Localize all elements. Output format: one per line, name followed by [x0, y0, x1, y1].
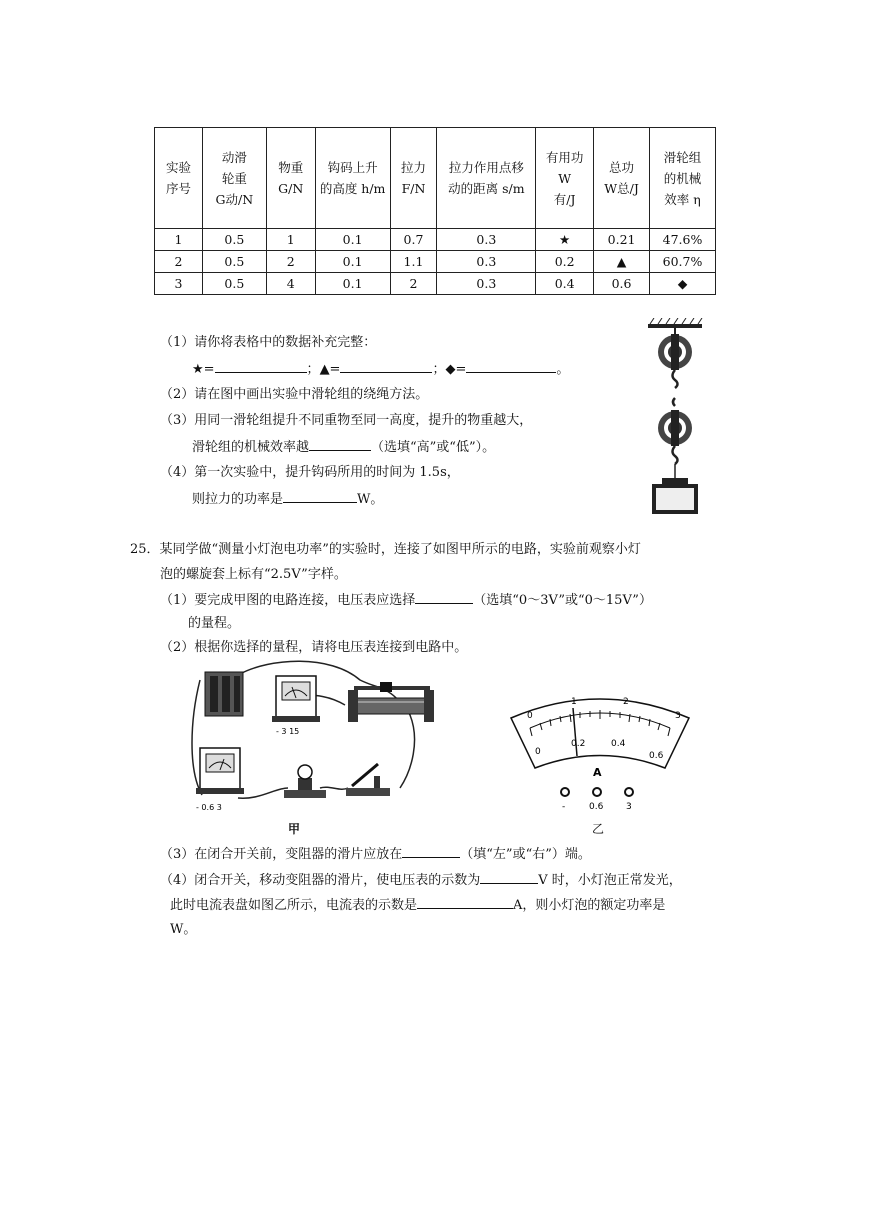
ceiling-icon — [648, 318, 702, 334]
ammeter-dial-figure-yi — [505, 688, 695, 813]
table-cell: 0.3 — [437, 273, 536, 295]
triangle-label: ▲= — [319, 362, 341, 377]
rheostat-icon — [348, 682, 434, 722]
terminal-icons — [561, 788, 633, 796]
q25-part1-text: （1）要完成甲图的电路连接，电压表应选择 — [160, 593, 416, 608]
table-row — [155, 229, 716, 251]
upper-scale-label: 3 — [675, 711, 681, 721]
table-cell: 4 — [266, 273, 315, 295]
q25-part4-text2: V 时，小灯泡正常发光， — [538, 873, 682, 888]
header-cell: 实验 序号 — [155, 128, 203, 229]
dial-unit: A — [593, 766, 602, 779]
q24-part2: （2）请在图中画出实验中滑轮组的绕绳方法。 — [160, 387, 429, 402]
table-row — [155, 251, 716, 273]
q25-intro-line2: 泡的螺旋套上标有“2.5V”字样。 — [160, 567, 347, 582]
table-cell: 0.2 — [536, 251, 594, 273]
q25-part4-line1 — [160, 870, 682, 891]
table-cell: ★ — [536, 229, 594, 251]
table-cell: 47.6% — [650, 229, 716, 251]
table-cell: 0.5 — [202, 273, 266, 295]
star-answer-blank[interactable] — [215, 359, 307, 373]
power-answer-blank[interactable] — [283, 489, 357, 503]
q25-part1-line2: 的量程。 — [188, 616, 241, 631]
header-cell: 物重 G/N — [266, 128, 315, 229]
header-cell: 总功 W总/J — [594, 128, 650, 229]
q25-part4-line3: W。 — [170, 922, 197, 937]
table-cell: 0.6 — [594, 273, 650, 295]
table-cell: 0.4 — [536, 273, 594, 295]
header-cell: 有用功 W 有/J — [536, 128, 594, 229]
table-cell: 0.1 — [315, 251, 390, 273]
terminal-label: - — [562, 802, 566, 812]
ammeter-icon — [196, 748, 244, 794]
upper-scale-label: 2 — [623, 697, 629, 707]
terminal-label: 3 — [626, 802, 632, 812]
q25-part3 — [160, 844, 591, 865]
table-cell: 0.21 — [594, 229, 650, 251]
voltmeter-terminals: - 3 15 — [276, 727, 300, 736]
pulley-system-figure — [640, 318, 710, 518]
experiment-table — [154, 127, 716, 295]
separator: ； — [432, 362, 446, 377]
table-row — [155, 273, 716, 295]
lower-scale-label: 0.4 — [611, 739, 626, 749]
table-cell: 2 — [390, 273, 437, 295]
table-cell: 1 — [155, 229, 203, 251]
battery-icon — [205, 672, 243, 716]
table-cell: 1 — [266, 229, 315, 251]
figure-label-jia: 甲 — [288, 822, 301, 836]
current-value-blank[interactable] — [417, 895, 513, 909]
q25-part1-line1 — [160, 590, 652, 611]
table-cell: 2 — [155, 251, 203, 273]
movable-pulley-icon — [658, 398, 692, 478]
weight-icon — [652, 478, 698, 514]
q25-part3-hint: （填“左”或“右”）端。 — [460, 847, 591, 862]
q25-intro-line1: 25．某同学做“测量小灯泡电功率”的实验时，连接了如图甲所示的电路，实验前观察小灯 — [130, 542, 641, 557]
terminal-label: 0.6 — [589, 802, 604, 812]
fixed-pulley-icon — [658, 334, 692, 388]
q24-part1: （1）请你将表格中的数据补充完整： — [160, 335, 377, 350]
table-cell: 0.1 — [315, 273, 390, 295]
header-cell: 动滑 轮重 G动/N — [202, 128, 266, 229]
table-cell: 0.3 — [437, 229, 536, 251]
table-cell: 2 — [266, 251, 315, 273]
period: 。 — [556, 362, 570, 377]
q24-part3-line2 — [192, 437, 495, 458]
table-cell: ▲ — [594, 251, 650, 273]
triangle-answer-blank[interactable] — [340, 359, 432, 373]
q24-part4-line1: （4）第一次实验中，提升钩码所用的时间为 1.5s， — [160, 465, 460, 480]
q24-part3-text: 滑轮组的机械效率越 — [192, 440, 310, 455]
q24-part4-unit: W。 — [357, 492, 384, 507]
header-cell: 滑轮组 的机械 效率 η — [650, 128, 716, 229]
q25-part4-text4: A，则小灯泡的额定功率是 — [513, 898, 666, 913]
table-cell: 0.3 — [437, 251, 536, 273]
table-cell: 3 — [155, 273, 203, 295]
q25-part1-hint: （选填“0～3V”或“0～15V”） — [473, 593, 652, 608]
header-cell: 钩码上升 的高度 h/m — [315, 128, 390, 229]
table-cell: 0.1 — [315, 229, 390, 251]
header-cell: 拉力 F/N — [390, 128, 437, 229]
table-cell: 1.1 — [390, 251, 437, 273]
header-cell: 拉力作用点移 动的距离 s/m — [437, 128, 536, 229]
q25-part4-text3: 此时电流表盘如图乙所示，电流表的示数是 — [170, 898, 418, 913]
lower-scale-label: 0 — [535, 747, 541, 757]
switch-icon — [346, 764, 390, 796]
lower-scale-label: 0.2 — [571, 739, 586, 749]
table-cell: 60.7% — [650, 251, 716, 273]
circuit-figure-jia — [180, 660, 450, 835]
table-cell: 0.5 — [202, 251, 266, 273]
q25-part2: （2）根据你选择的量程，请将电压表连接到电路中。 — [160, 640, 468, 655]
diamond-answer-blank[interactable] — [466, 359, 556, 373]
q25-part4-line2 — [170, 895, 665, 916]
table-cell: 0.5 — [202, 229, 266, 251]
lamp-icon — [284, 765, 326, 798]
q24-part4-text: 则拉力的功率是 — [192, 492, 284, 507]
voltmeter-range-blank[interactable] — [415, 590, 473, 604]
q24-part3-hint: （选填“高”或“低”）。 — [371, 440, 496, 455]
efficiency-answer-blank[interactable] — [309, 437, 371, 451]
q24-part4-line2 — [192, 489, 383, 510]
table-header-row — [155, 128, 716, 229]
voltage-value-blank[interactable] — [480, 870, 538, 884]
voltmeter-icon — [272, 676, 320, 722]
q25-part4-text: （4）闭合开关，移动变阻器的滑片，使电压表的示数为 — [160, 873, 481, 888]
q25-part3-text: （3）在闭合开关前，变阻器的滑片应放在 — [160, 847, 403, 862]
star-label: ★= — [192, 362, 215, 377]
lower-scale-label: 0.6 — [649, 751, 664, 761]
table-cell: ◆ — [650, 273, 716, 295]
figure-label-yi: 乙 — [592, 822, 605, 836]
q24-part1-blanks — [192, 359, 569, 380]
slider-position-blank[interactable] — [402, 844, 460, 858]
ammeter-terminals: - 0.6 3 — [196, 803, 222, 812]
diamond-label: ◆= — [445, 362, 467, 377]
table-cell: 0.7 — [390, 229, 437, 251]
upper-scale-label: 0 — [527, 711, 533, 721]
separator: ； — [306, 362, 320, 377]
q24-part3-line1: （3）用同一滑轮组提升不同重物至同一高度，提升的物重越大， — [160, 413, 533, 428]
upper-scale-label: 1 — [571, 697, 577, 707]
